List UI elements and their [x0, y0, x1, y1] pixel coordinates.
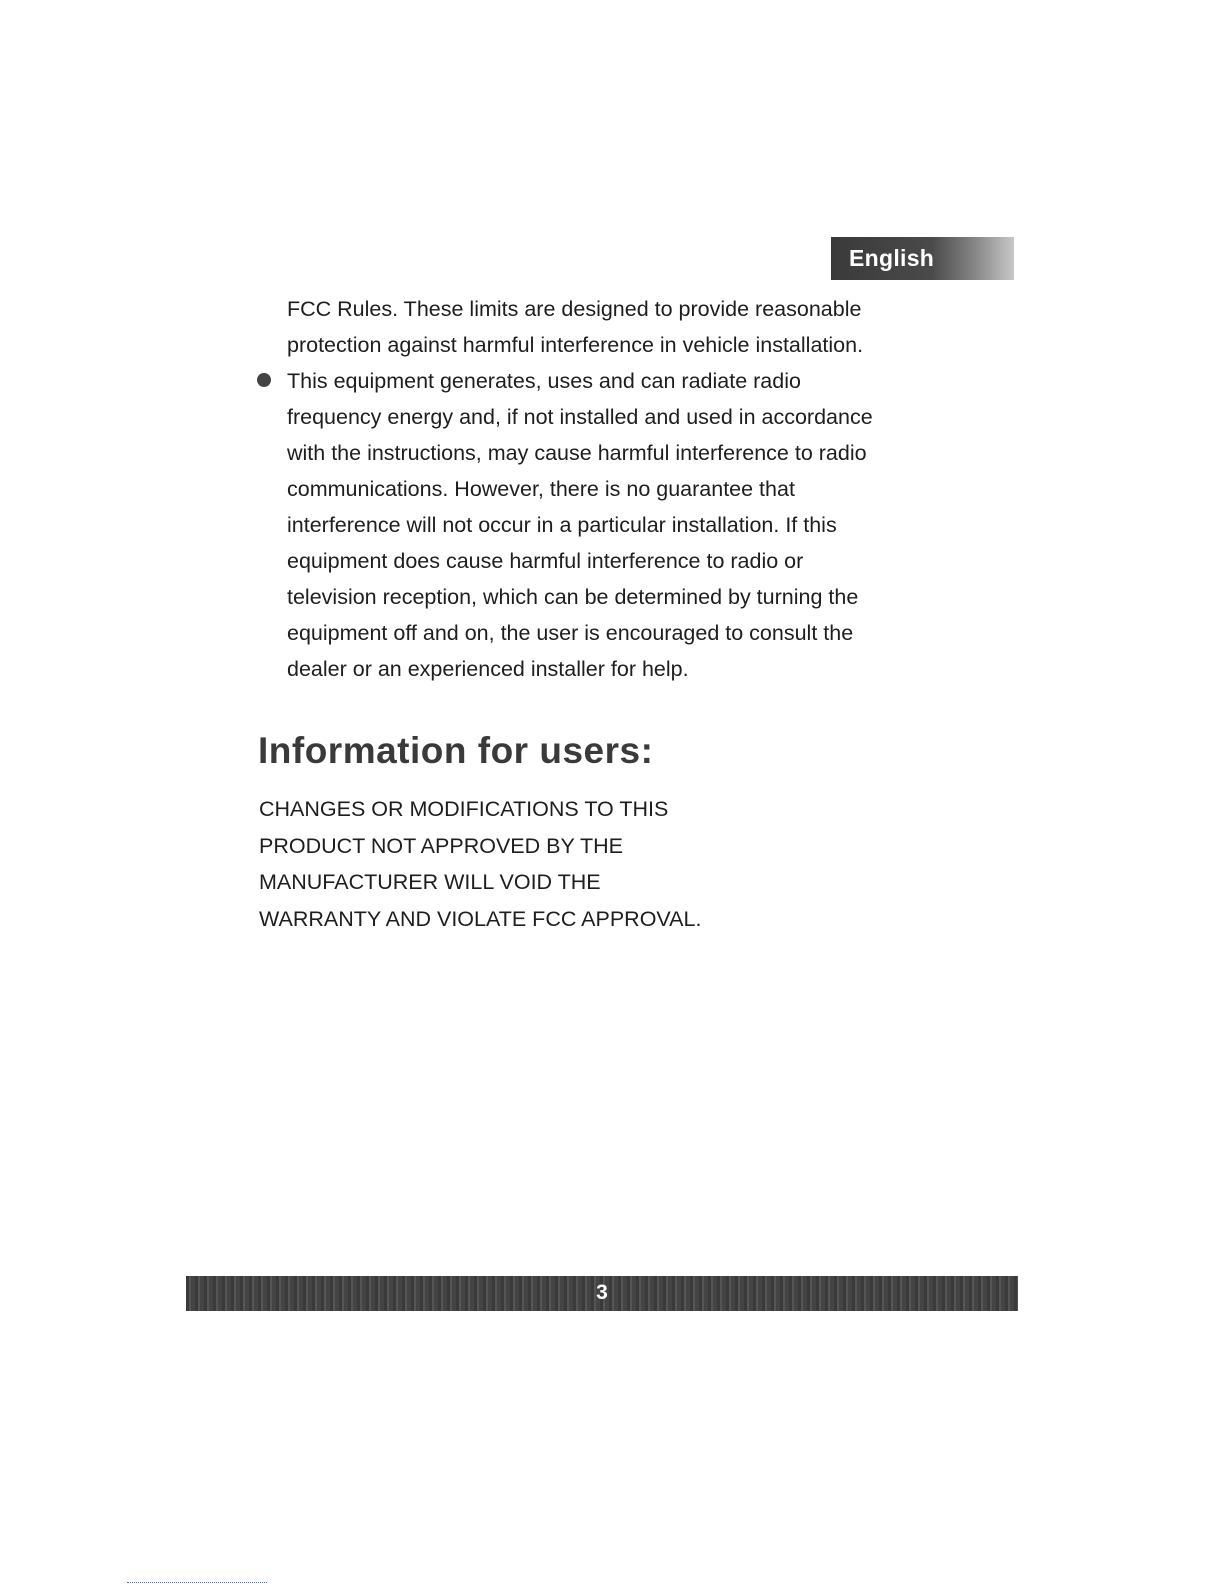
text-line: equipment does cause harmful interference to radio or — [287, 549, 804, 573]
notice-line: CHANGES OR MODIFICATIONS TO THIS — [259, 797, 669, 821]
bullet-icon — [257, 373, 271, 387]
text-line: FCC Rules. These limits are designed to provide reasonable — [287, 297, 862, 321]
text-line: protection against harmful interference in vehicle installation. — [287, 333, 864, 357]
text-line: equipment off and on, the user is encouraged to consult the — [287, 621, 854, 645]
section-heading: Information for users: — [258, 730, 654, 771]
text-line: with the instructions, may cause harmful interference to radio — [287, 441, 867, 465]
notice-line: MANUFACTURER WILL VOID THE — [259, 870, 601, 894]
scan-artifact-line — [127, 1582, 267, 1584]
notice-line: PRODUCT NOT APPROVED BY THE — [259, 833, 623, 858]
text-line: This equipment generates, uses and can radiate radio — [287, 369, 801, 393]
text-line: interference will not occur in a particular installation. If this — [287, 513, 837, 537]
text-line: television reception, which can be determined by turning the — [287, 585, 859, 609]
warranty-notice — [259, 791, 701, 937]
text-line: frequency energy and, if not installed and used in accordance — [287, 405, 873, 429]
notice-line: WARRANTY AND VIOLATE FCC APPROVAL. — [259, 906, 702, 931]
page-number: 3 — [596, 1281, 608, 1304]
fcc-paragraph — [287, 291, 987, 687]
language-tab — [831, 237, 1014, 280]
language-tab-label: English — [849, 245, 935, 271]
page-footer-bar — [186, 1276, 1018, 1311]
text-line: dealer or an experienced installer for help. — [287, 657, 689, 681]
text-line: communications. However, there is no guarantee that — [287, 477, 795, 501]
